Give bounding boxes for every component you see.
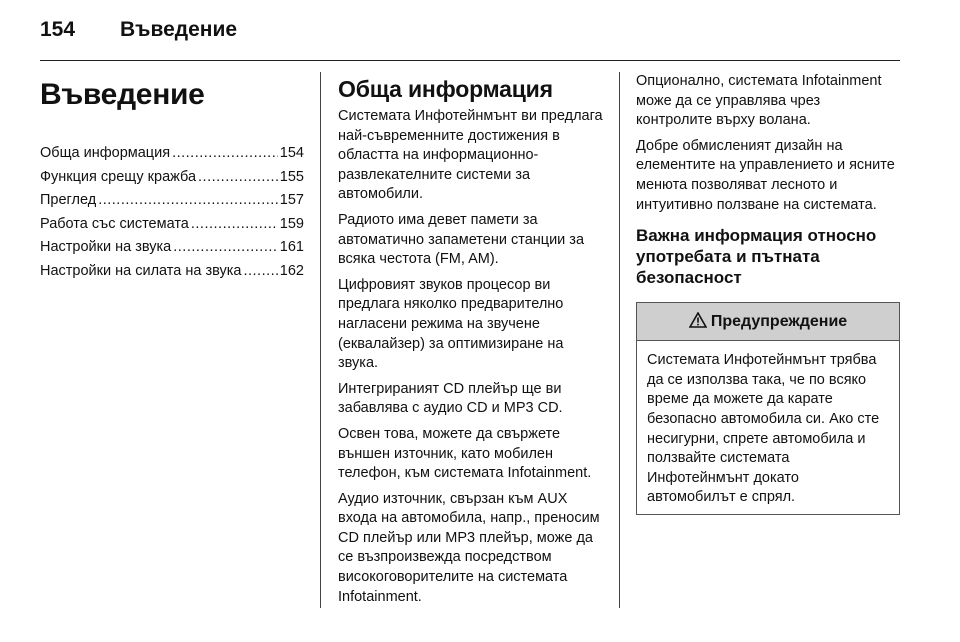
toc-entry[interactable] <box>40 142 304 166</box>
toc-entry-page: 154 <box>279 145 304 161</box>
paragraph: Добре обмисленият дизайн на елементите на управлението и ясните менюта позволяват лесното и интуитивно ползване на системата. <box>636 137 895 213</box>
toc-entry-title: Работа със системата <box>40 215 189 232</box>
chapter-title: Въведение <box>120 18 238 41</box>
toc-leader <box>172 142 278 166</box>
toc-entry-title: Преглед <box>40 192 97 208</box>
subheading: Важна информация относно употребата и пътната безопасност <box>636 226 877 288</box>
toc-entry-title: Обща информация <box>40 145 171 161</box>
paragraph: Интегрираният CD плейър ще ви забавлява с аудио CD и MP3 CD. <box>338 380 563 417</box>
toc-entry-page: 155 <box>279 168 304 185</box>
chapter-heading: Въведение <box>40 78 205 111</box>
warning-header <box>637 303 899 341</box>
paragraph: Опционално, системата Infotainment може да се управлява чрез контролите върху волана. <box>636 73 882 129</box>
table-of-contents <box>40 142 304 283</box>
toc-entry[interactable] <box>40 189 304 213</box>
toc-leader <box>98 189 278 213</box>
warning-title: Предупреждение <box>710 312 848 330</box>
toc-entry[interactable] <box>40 213 304 237</box>
toc-entry[interactable] <box>40 260 304 284</box>
toc-leader <box>191 213 278 237</box>
toc-entry-page: 161 <box>279 239 304 255</box>
toc-leader <box>173 236 278 260</box>
paragraph: Цифровият звуков процесор ви предлага няколко предварително нагласени режима на звучене (еквалайзер) за оптимизиране на звука. <box>338 276 564 372</box>
paragraph: Освен това, можете да свържете външен източник, като мобилен телефон, към системата Infotainment. <box>338 425 592 482</box>
page-number: 154 <box>40 18 76 41</box>
toc-leader <box>198 166 278 190</box>
column-divider <box>619 72 620 608</box>
paragraph: Системата Инфотейнмънт ви предлага най-съвременните достижения в областта на информационно-развлекателните системи за автомобили. <box>338 108 603 203</box>
warning-triangle-icon <box>689 312 707 331</box>
toc-entry-title: Настройки на силата на звука <box>40 262 242 279</box>
toc-leader <box>243 260 277 284</box>
toc-entry-page: 157 <box>279 192 304 208</box>
toc-entry[interactable] <box>40 236 304 260</box>
page-header <box>40 18 237 48</box>
header-rule <box>40 60 900 61</box>
toc-entry-title: Настройки на звука <box>40 239 172 255</box>
toc-column <box>40 72 304 283</box>
warning-text: Системата Инфотейнмънт трябва да се използва така, че по всяко време да можете да карате безопасно автомобила си. Ако сте несигурни, спрете автомобила и ползвайте системата Инфотейнмънт докато автомобилът е спрял. <box>647 352 880 506</box>
toc-entry-page: 162 <box>279 262 304 279</box>
safety-column <box>636 72 900 515</box>
paragraph: Аудио източник, свързан към AUX входа на автомобила, напр., преносим CD плейър или MP3 плейър, може да се възпроизвежда посредством високоговорителите на системата Infotainment. <box>338 490 600 605</box>
column-divider <box>320 72 321 608</box>
warning-box <box>636 302 900 515</box>
warning-body <box>637 341 899 514</box>
toc-entry-page: 159 <box>279 215 304 232</box>
section-title: Обща информация <box>338 76 553 102</box>
general-info-column <box>338 72 606 613</box>
paragraph: Радиото има девет памети за автоматично запаметени станции за всяка честота (FM, AM). <box>338 211 585 268</box>
toc-entry-title: Функция срещу кражба <box>40 168 197 185</box>
toc-entry[interactable] <box>40 166 304 190</box>
